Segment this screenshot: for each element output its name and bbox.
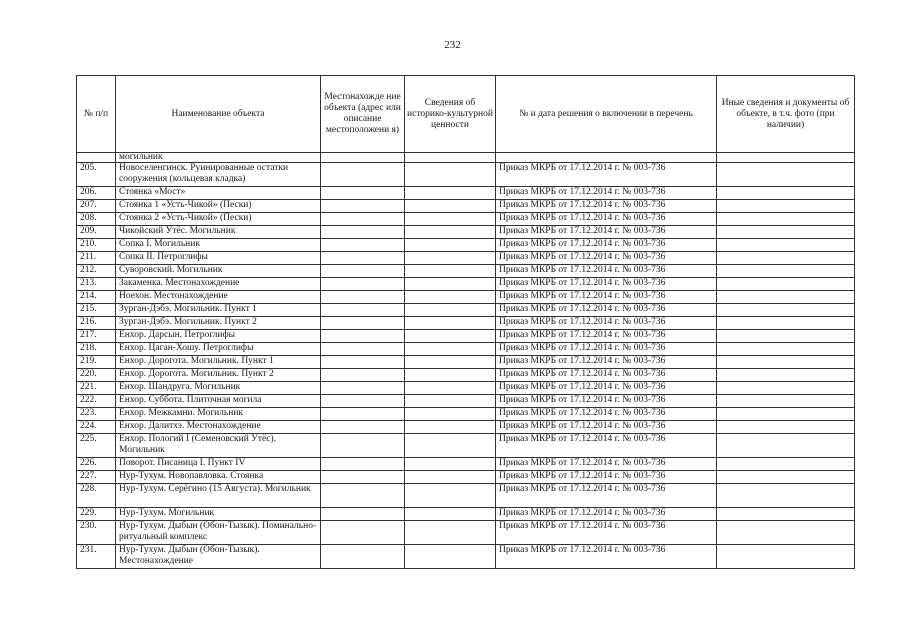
cell-location	[321, 545, 405, 569]
cell-number: 215.	[77, 304, 116, 317]
cell-other	[717, 408, 855, 421]
cell-other	[717, 226, 855, 239]
cell-location	[321, 458, 405, 471]
cell-number: 216.	[77, 317, 116, 330]
cell-history	[405, 291, 496, 304]
cell-history	[405, 458, 496, 471]
table-row	[77, 521, 855, 545]
cell-name: Стоянка «Мост»	[116, 187, 321, 200]
cell-other	[717, 356, 855, 369]
header-number: № п/п	[77, 76, 116, 153]
cell-name: Нур-Тухум. Дыбын (Обон-Тызык). Местонахождение	[116, 545, 321, 569]
cell-number: 229.	[77, 508, 116, 521]
cell-number: 230.	[77, 521, 116, 545]
cell-location	[321, 153, 405, 163]
cell-name: Сопка II. Петроглифы	[116, 252, 321, 265]
cell-location	[321, 163, 405, 187]
cell-name: Нур-Тухум. Дыбын (Обон-Тызык). Поминально-ритуальный комплекс	[116, 521, 321, 545]
cell-name: Нур-Тухум. Новопавловка. Стоянка	[116, 471, 321, 484]
cell-name: Енхор. Далитхэ. Местонахождение	[116, 421, 321, 434]
header-location: Местонахожде ние объекта (адрес или описание местоположени я)	[321, 76, 405, 153]
cell-number: 226.	[77, 458, 116, 471]
cell-name: могильник	[116, 153, 321, 163]
cell-location	[321, 434, 405, 458]
cell-name: Зурган-Дэбэ. Могильник. Пункт 2	[116, 317, 321, 330]
cell-history	[405, 226, 496, 239]
cell-number: 207.	[77, 200, 116, 213]
table-row	[77, 291, 855, 304]
cell-name: Енхор. Пологий I (Семеновский Утёс). Могильник	[116, 434, 321, 458]
cell-decision: Приказ МКРБ от 17.12.2014 г. № 003-736	[496, 291, 717, 304]
cell-number: 208.	[77, 213, 116, 226]
cell-other	[717, 458, 855, 471]
cell-history	[405, 471, 496, 484]
cell-decision: Приказ МКРБ от 17.12.2014 г. № 003-736	[496, 330, 717, 343]
cell-decision: Приказ МКРБ от 17.12.2014 г. № 003-736	[496, 508, 717, 521]
header-object-name: Наименование объекта	[116, 76, 321, 153]
cell-name: Енхор. Цаган-Хошу. Петроглифы	[116, 343, 321, 356]
cell-decision: Приказ МКРБ от 17.12.2014 г. № 003-736	[496, 369, 717, 382]
table-row	[77, 434, 855, 458]
cell-history	[405, 187, 496, 200]
cell-name: Новоселенгинск. Руинированные остатки сооружения (кольцевая кладка)	[116, 163, 321, 187]
table-row	[77, 213, 855, 226]
cell-number: 218.	[77, 343, 116, 356]
cell-decision: Приказ МКРБ от 17.12.2014 г. № 003-736	[496, 163, 717, 187]
cell-location	[321, 421, 405, 434]
cell-history	[405, 343, 496, 356]
cell-history	[405, 395, 496, 408]
cell-history	[405, 408, 496, 421]
cell-number: 223.	[77, 408, 116, 421]
cell-decision: Приказ МКРБ от 17.12.2014 г. № 003-736	[496, 356, 717, 369]
cell-location	[321, 508, 405, 521]
cell-location	[321, 265, 405, 278]
cell-name: Зурган-Дэбэ. Могильник. Пункт 1	[116, 304, 321, 317]
cell-history	[405, 521, 496, 545]
cell-other	[717, 545, 855, 569]
cell-other	[717, 395, 855, 408]
cell-name: Енхор. Суббота. Плиточная могила	[116, 395, 321, 408]
cell-other	[717, 153, 855, 163]
cell-history	[405, 382, 496, 395]
header-other-info: Иные сведения и документы об объекте, в т.ч. фото (при наличии)	[717, 76, 855, 153]
cell-history	[405, 163, 496, 187]
cell-name: Суворовский. Могильник	[116, 265, 321, 278]
cell-name: Енхор. Межкамни. Могильник	[116, 408, 321, 421]
cell-other	[717, 239, 855, 252]
cell-name: Сопка I. Могильник	[116, 239, 321, 252]
cell-number: 222.	[77, 395, 116, 408]
cell-other	[717, 343, 855, 356]
table-row	[77, 252, 855, 265]
cell-decision: Приказ МКРБ от 17.12.2014 г. № 003-736	[496, 239, 717, 252]
cell-decision: Приказ МКРБ от 17.12.2014 г. № 003-736	[496, 187, 717, 200]
cell-history	[405, 330, 496, 343]
cell-decision: Приказ МКРБ от 17.12.2014 г. № 003-736	[496, 343, 717, 356]
table-row	[77, 508, 855, 521]
cell-history	[405, 200, 496, 213]
cell-number: 213.	[77, 278, 116, 291]
cell-name: Ноехон. Местонахождение	[116, 291, 321, 304]
cell-location	[321, 213, 405, 226]
cell-history	[405, 369, 496, 382]
cell-location	[321, 187, 405, 200]
cell-other	[717, 434, 855, 458]
table-row	[77, 187, 855, 200]
cell-other	[717, 484, 855, 508]
cell-decision: Приказ МКРБ от 17.12.2014 г. № 003-736	[496, 265, 717, 278]
cell-location	[321, 200, 405, 213]
cell-history	[405, 545, 496, 569]
cell-number: 224.	[77, 421, 116, 434]
table-row	[77, 317, 855, 330]
cell-history	[405, 304, 496, 317]
cell-other	[717, 508, 855, 521]
cell-location	[321, 278, 405, 291]
table-row	[77, 395, 855, 408]
cell-history	[405, 421, 496, 434]
cell-other	[717, 317, 855, 330]
cell-name: Енхор. Шандруга. Могильник	[116, 382, 321, 395]
table-row	[77, 226, 855, 239]
cell-name: Нур-Тухум. Серёгино (15 Августа). Могильник	[116, 484, 321, 508]
table-header-row	[77, 76, 855, 153]
cell-number: 205.	[77, 163, 116, 187]
cell-history	[405, 484, 496, 508]
cell-name: Поворот. Писаница I. Пункт IV	[116, 458, 321, 471]
table-row	[77, 484, 855, 508]
cell-number: 214.	[77, 291, 116, 304]
cell-history	[405, 508, 496, 521]
cell-number: 210.	[77, 239, 116, 252]
cell-other	[717, 163, 855, 187]
cell-history	[405, 213, 496, 226]
cell-decision: Приказ МКРБ от 17.12.2014 г. № 003-736	[496, 382, 717, 395]
cell-history	[405, 153, 496, 163]
cell-name: Енхор. Дарсын. Петроглифы	[116, 330, 321, 343]
cell-location	[321, 521, 405, 545]
cell-location	[321, 239, 405, 252]
cell-location	[321, 252, 405, 265]
cell-decision: Приказ МКРБ от 17.12.2014 г. № 003-736	[496, 421, 717, 434]
cell-decision: Приказ МКРБ от 17.12.2014 г. № 003-736	[496, 252, 717, 265]
cell-history	[405, 252, 496, 265]
cell-number: 217.	[77, 330, 116, 343]
cell-location	[321, 304, 405, 317]
cell-history	[405, 278, 496, 291]
cell-decision: Приказ МКРБ от 17.12.2014 г. № 003-736	[496, 471, 717, 484]
table-row	[77, 200, 855, 213]
cell-number: 206.	[77, 187, 116, 200]
cell-other	[717, 252, 855, 265]
cell-name: Чикойский Утёс. Могильник	[116, 226, 321, 239]
cell-decision: Приказ МКРБ от 17.12.2014 г. № 003-736	[496, 484, 717, 508]
cell-other	[717, 382, 855, 395]
cell-other	[717, 304, 855, 317]
cell-other	[717, 369, 855, 382]
cell-decision: Приказ МКРБ от 17.12.2014 г. № 003-736	[496, 317, 717, 330]
cell-decision: Приказ МКРБ от 17.12.2014 г. № 003-736	[496, 200, 717, 213]
table-row	[77, 369, 855, 382]
cell-decision: Приказ МКРБ от 17.12.2014 г. № 003-736	[496, 304, 717, 317]
cell-number: 212.	[77, 265, 116, 278]
cell-other	[717, 471, 855, 484]
cell-decision: Приказ МКРБ от 17.12.2014 г. № 003-736	[496, 545, 717, 569]
cell-history	[405, 434, 496, 458]
table-row	[77, 330, 855, 343]
cell-location	[321, 226, 405, 239]
cell-location	[321, 382, 405, 395]
cell-number: 231.	[77, 545, 116, 569]
header-historical-value: Сведения об историко-культурной ценности	[405, 76, 496, 153]
cell-number: 227.	[77, 471, 116, 484]
cell-other	[717, 291, 855, 304]
cell-name: Стоянка 1 «Усть-Чикой» (Пески)	[116, 200, 321, 213]
table-row	[77, 343, 855, 356]
cell-other	[717, 200, 855, 213]
cell-location	[321, 291, 405, 304]
cell-decision: Приказ МКРБ от 17.12.2014 г. № 003-736	[496, 278, 717, 291]
cell-other	[717, 278, 855, 291]
table-row	[77, 265, 855, 278]
cell-decision: Приказ МКРБ от 17.12.2014 г. № 003-736	[496, 213, 717, 226]
table-row	[77, 458, 855, 471]
cell-number: 211.	[77, 252, 116, 265]
cell-history	[405, 317, 496, 330]
table-row	[77, 163, 855, 187]
table-row	[77, 278, 855, 291]
cell-decision: Приказ МКРБ от 17.12.2014 г. № 003-736	[496, 408, 717, 421]
table-row	[77, 408, 855, 421]
cell-other	[717, 330, 855, 343]
cell-other	[717, 213, 855, 226]
cell-location	[321, 343, 405, 356]
cell-location	[321, 369, 405, 382]
cell-number: 220.	[77, 369, 116, 382]
cell-decision: Приказ МКРБ от 17.12.2014 г. № 003-736	[496, 395, 717, 408]
table-row	[77, 304, 855, 317]
cell-name: Енхор. Дорогота. Могильник. Пункт 1	[116, 356, 321, 369]
continuation-row	[77, 153, 855, 163]
cell-number: 221.	[77, 382, 116, 395]
cell-decision: Приказ МКРБ от 17.12.2014 г. № 003-736	[496, 458, 717, 471]
table-row	[77, 239, 855, 252]
cell-name: Закаменка. Местонахождение	[116, 278, 321, 291]
table-row	[77, 471, 855, 484]
cell-name: Енхор. Дорогота. Могильник. Пункт 2	[116, 369, 321, 382]
cell-number: 219.	[77, 356, 116, 369]
cell-other	[717, 265, 855, 278]
table-row	[77, 545, 855, 569]
cell-location	[321, 471, 405, 484]
cell-other	[717, 187, 855, 200]
cell-number	[77, 153, 116, 163]
table-row	[77, 382, 855, 395]
cell-location	[321, 356, 405, 369]
cell-number: 209.	[77, 226, 116, 239]
cell-other	[717, 421, 855, 434]
cell-history	[405, 239, 496, 252]
heritage-registry-table	[76, 75, 855, 569]
cell-decision: Приказ МКРБ от 17.12.2014 г. № 003-736	[496, 434, 717, 458]
cell-decision	[496, 153, 717, 163]
cell-decision: Приказ МКРБ от 17.12.2014 г. № 003-736	[496, 226, 717, 239]
cell-location	[321, 484, 405, 508]
table-row	[77, 356, 855, 369]
cell-other	[717, 521, 855, 545]
cell-number: 225.	[77, 434, 116, 458]
cell-location	[321, 395, 405, 408]
cell-location	[321, 330, 405, 343]
page-number: 232	[444, 39, 461, 51]
cell-location	[321, 408, 405, 421]
cell-name: Нур-Тухум. Могильник	[116, 508, 321, 521]
cell-name: Стоянка 2 «Усть-Чикой» (Пески)	[116, 213, 321, 226]
cell-decision: Приказ МКРБ от 17.12.2014 г. № 003-736	[496, 521, 717, 545]
table-row	[77, 421, 855, 434]
cell-history	[405, 356, 496, 369]
cell-location	[321, 317, 405, 330]
cell-history	[405, 265, 496, 278]
header-decision: № и дата решения о включении в перечень	[496, 76, 717, 153]
cell-number: 228.	[77, 484, 116, 508]
